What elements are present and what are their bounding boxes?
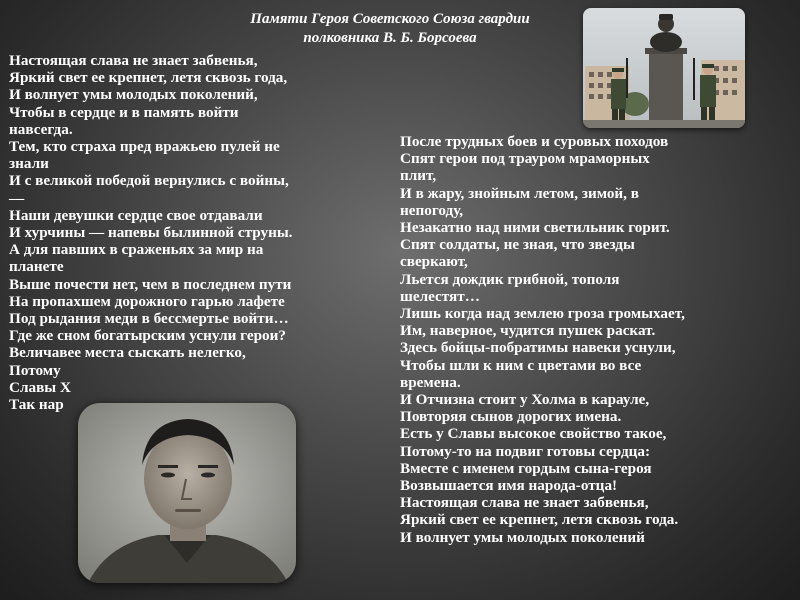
slide-title	[200, 10, 580, 48]
poem-left-line: И хурчины — напевы былинной струны.	[9, 224, 293, 242]
poem-right-line: непогоду,	[400, 201, 464, 219]
poem-left-line: Потому	[9, 361, 61, 379]
poem-right-line: Возвышается имя народа-отца!	[400, 477, 618, 495]
poem-left-line: На пропахшем дорожного гарью лафете	[9, 292, 285, 310]
poem-left-line: планете	[9, 258, 64, 276]
poem-right-line: Спят солдаты, не зная, что звезды	[400, 236, 635, 254]
poem-right-line: Им, наверное, чудится пушек раскат.	[400, 322, 656, 340]
poem-right-line: И волнует умы молодых поколений	[400, 528, 645, 546]
poem-right-line: Яркий свет ее крепнет, летя сквозь года.	[400, 511, 679, 529]
poem-left-line: навсегда.	[9, 120, 73, 138]
poem-left-line: Славы Х	[9, 378, 71, 396]
poem-left-line: Наши девушки сердце свое отдавали	[9, 206, 263, 224]
slide-title-line-1: Памяти Героя Советского Союза гвардии	[250, 11, 530, 27]
monument-photo	[583, 8, 745, 128]
poem-left-line: Чтобы в сердце и в память войти	[9, 103, 239, 121]
poem-right-line: Есть у Славы высокое свойство такое,	[400, 425, 667, 443]
poem-right-line: Льется дождик грибной, тополя	[400, 270, 620, 288]
poem-right-line: После трудных боев и суровых походов	[400, 133, 669, 150]
slide-title-line-2: полковника В. Б. Борсоева	[303, 30, 477, 46]
poem-left-line: Так нар	[9, 396, 64, 414]
poem-right-line: сверкают,	[400, 253, 468, 271]
poem-right-line: Потому-то на подвиг готовы сердца:	[400, 442, 651, 460]
poem-right-line: Вместе с именем гордым сына-героя	[400, 459, 652, 477]
poem-right-line: шелестят…	[400, 287, 480, 305]
poem-left-line: Тем, кто страха пред вражьею пулей не	[9, 138, 280, 156]
poem-left-line: Выше почести нет, чем в последнем пути	[9, 275, 292, 293]
poem-right-line: И в жару, знойным летом, зимой, в	[400, 184, 639, 202]
poem-right-line: Чтобы шли к ним с цветами во все	[400, 356, 642, 374]
poem-left-line: Где же сном богатырским уснули герои?	[9, 327, 286, 345]
poem-left-line: И волнует умы молодых поколений,	[9, 86, 258, 104]
poem-right-line: плит,	[400, 167, 437, 185]
poem-left-line: Яркий свет ее крепнет, летя сквозь года,	[9, 69, 288, 87]
poem-right-line: Незакатно над ними светильник горит.	[400, 219, 670, 237]
poem-left-column	[9, 52, 394, 413]
poem-left-line: знали	[9, 155, 49, 173]
poem-left-line: Величавее места сыскать нелегко,	[9, 344, 246, 362]
poem-left-line: И с великой победой вернулись с войны,	[9, 172, 289, 190]
poem-right-column	[400, 133, 795, 546]
poem-right-line: Настоящая слава не знает забвенья,	[400, 494, 649, 512]
portrait-photo	[78, 403, 296, 583]
poem-left-line: Под рыдания меди в бессмертье войти…	[9, 310, 289, 328]
poem-right-line: Повторяя сынов дорогих имена.	[400, 408, 622, 426]
poem-left-line: А для павших в сраженьях за мир на	[9, 241, 264, 259]
poem-left-line: —	[9, 189, 25, 207]
poem-right-line: времена.	[400, 373, 461, 391]
poem-right-line: И Отчизна стоит у Холма в карауле,	[400, 391, 650, 409]
poem-right-line: Лишь когда над землею гроза громыхает,	[400, 305, 685, 323]
poem-left-line: Настоящая слава не знает забвенья,	[9, 52, 258, 69]
poem-right-line: Спят герои под трауром мраморных	[400, 150, 650, 168]
poem-right-line: Здесь бойцы-побратимы навеки уснули,	[400, 339, 676, 357]
